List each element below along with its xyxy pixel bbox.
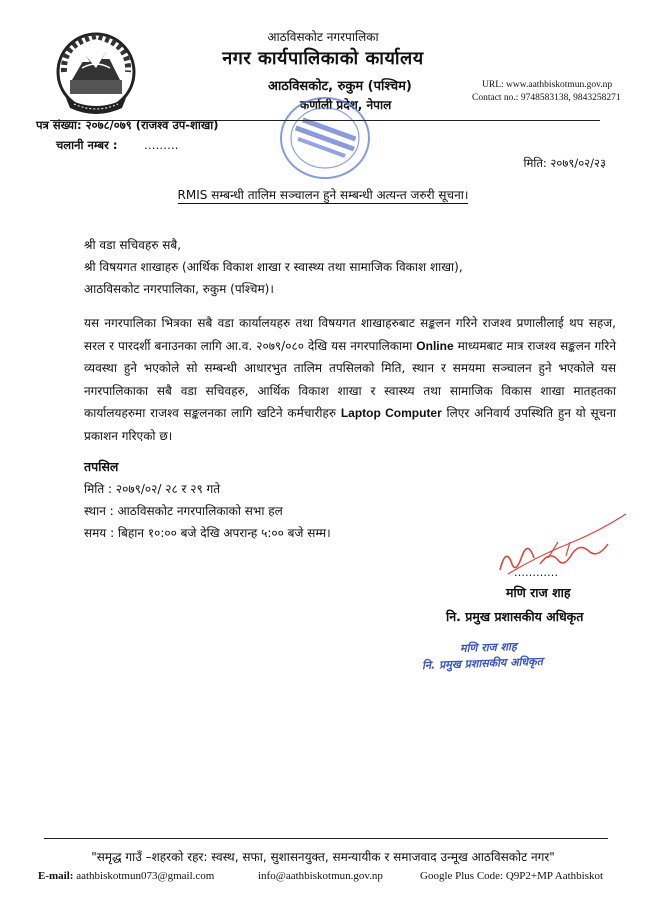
dispatch-number-label: चलानी नम्बर : xyxy=(56,138,118,152)
footer-email xyxy=(38,870,214,882)
addressee-line: श्री वडा सचिवहरु सबै, xyxy=(84,238,182,252)
subject-text: RMIS सम्बन्धी तालिम सञ्चालन हुने सम्बन्धी अत्यन्त जरुरी सूचना। xyxy=(177,188,469,202)
addressee-line: आठविसकोट नगरपालिका, रुकुम (पश्चिम)। xyxy=(84,282,274,296)
body-text-part: माध्यमबाट मात्र राजश्व सङ्कलन गरिने व्यवस्था हुने भएकोले सो सम्बन्धी आधारभुत तालिम तपसिलको मिति, स्थान र समयमा सञ्चालन हुने भएकोले यस नगरपालिकाका सबै वडा सचिवहरु, आर्थिक विकाश शाखा र स्वास्थ्य तथा सामाजिक विकास शाखा मातहतका कार्यालयहरुमा राजश्व सङ्कलनका लागि खटिने कर्मचारीहरु xyxy=(84,338,616,420)
details-place: स्थान : आठविसकोट नगरपालिकाको सभा हल xyxy=(84,504,283,518)
body-text-part: लिएर अनिवार्य उपस्थिति हुन यो सूचना प्रकाशन गरिएको छ। xyxy=(84,406,616,443)
letter-date: मिति: २०७९/०२/२३ xyxy=(523,156,606,170)
website-url: URL: www.aathbiskotmun.gov.np xyxy=(482,80,613,90)
body-bold-laptop: Laptop Computer xyxy=(340,406,442,420)
email-link[interactable]: aathbiskotmun073@gmail.com xyxy=(76,870,215,882)
province-line: कर्णाली प्रदेश, नेपाल xyxy=(300,98,392,112)
org-name-line: आठविसकोट नगरपालिका xyxy=(267,30,379,44)
title-stamp-text: नि. प्रमुख प्रशासकीय अधिकृत xyxy=(421,654,544,673)
name-stamp-text: मणि राज शाह xyxy=(459,640,517,655)
body-bold-online: Online xyxy=(416,338,454,353)
footer-divider xyxy=(44,838,608,839)
addressee-line: श्री विषयगत शाखाहरु (आर्थिक विकाश शाखा र स्वास्थ्य तथा सामाजिक विकाश शाखा), xyxy=(84,260,463,274)
handwritten-signature xyxy=(490,508,630,588)
body-paragraph xyxy=(84,312,616,447)
email-label: E-mail: xyxy=(38,870,74,882)
footer-plus-code: Google Plus Code: Q9P2+MP Aathbiskot xyxy=(420,870,604,882)
office-title: नगर कार्यपालिकाको कार्यालय xyxy=(222,48,424,69)
details-time: समय : बिहान १०:०० बजे देखि अपरान्ह ५:०० बजे सम्म। xyxy=(84,526,331,540)
footer-info-email[interactable]: info@aathbiskotmun.gov.np xyxy=(258,870,383,882)
office-seal-stamp xyxy=(270,90,380,186)
reference-number: पत्र संख्या: २०७८/०७९ (राजश्व उप-शाखा) xyxy=(36,118,219,132)
dispatch-number-value: ……… xyxy=(144,138,179,152)
body-text-part: यस नगरपालिका भित्रका सबै वडा कार्यालयहरु तथा विषयगत शाखाहरुबाट सङ्कलन गरिने राजश्व प्रणालीलाई थप सहज, सरल र पारदर्शी बनाउनका लागि आ.व. २०७९/०८० देखि यस नगरपालिकामा xyxy=(84,316,616,353)
signer-name: मणि राज शाह xyxy=(506,585,571,600)
subject-line xyxy=(0,186,646,203)
contact-number: Contact no.: 9748583138, 9843258271 xyxy=(472,93,621,103)
signature-dots: ………… xyxy=(514,566,558,579)
office-address-line: आठविसकोट, रुकुम (पश्चिम) xyxy=(268,79,412,94)
signer-title: नि. प्रमुख प्रशासकीय अधिकृत xyxy=(446,609,584,624)
details-date: मिति : २०७९/०२/ २८ र २९ गते xyxy=(84,482,221,496)
details-heading: तपसिल xyxy=(84,459,119,474)
footer-slogan: "समृद्ध गाउँ –शहरको रहर: स्वस्थ, सफा, सुशासनयुक्त, समन्यायीक र समाजवाद उन्मूख आठविसकोट नगर" xyxy=(91,850,555,864)
